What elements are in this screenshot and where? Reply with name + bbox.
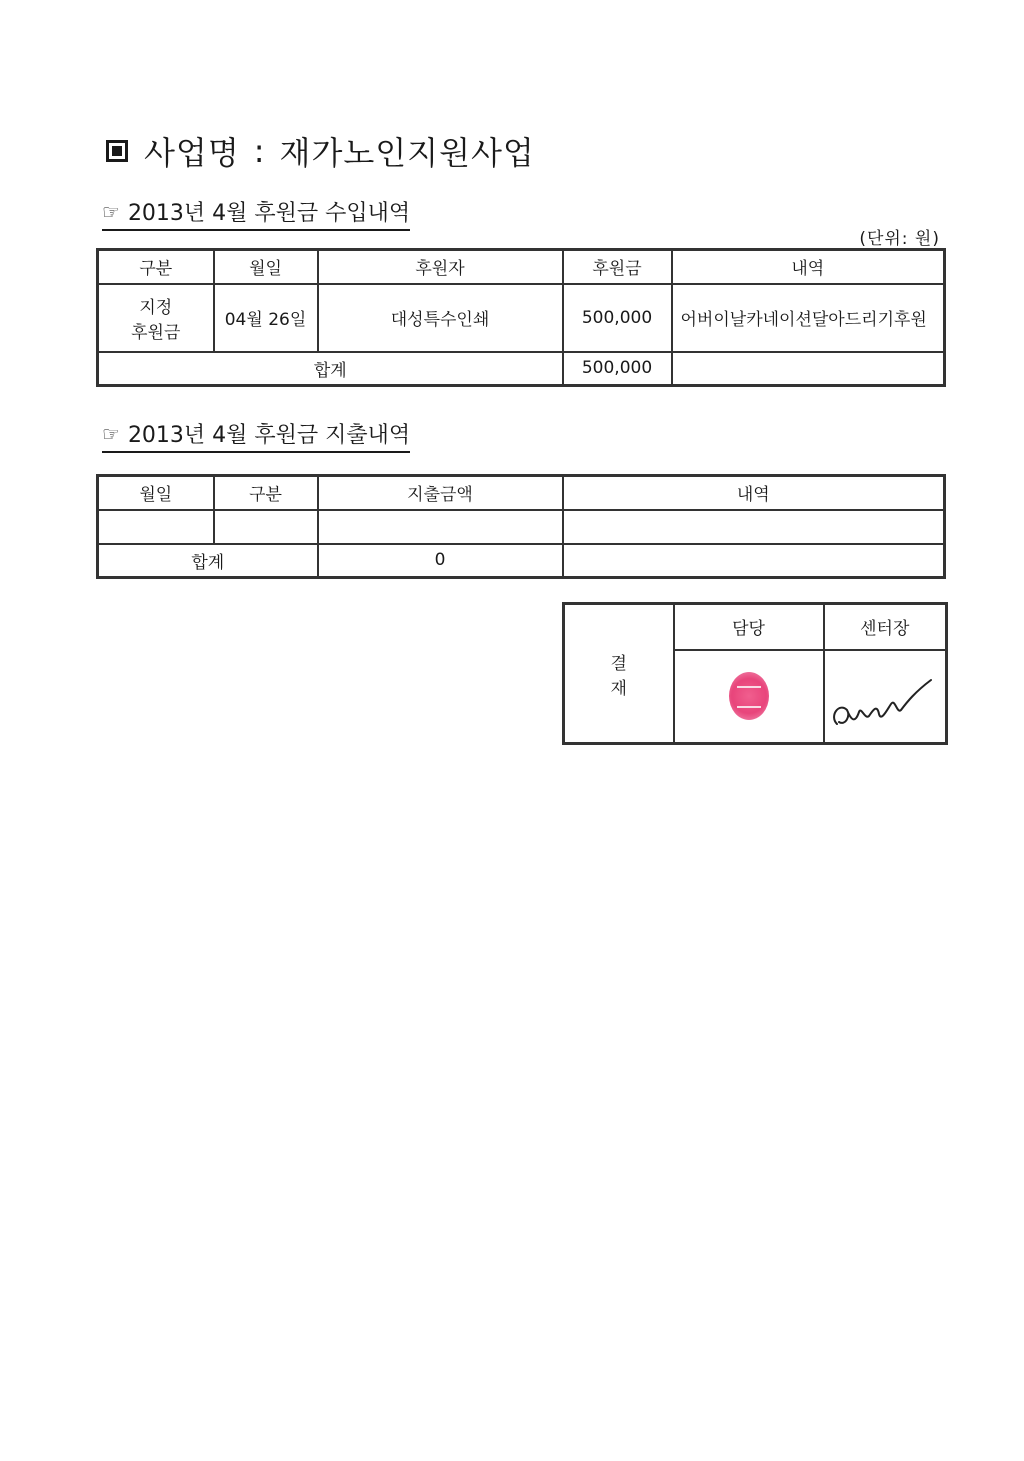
page-title (106, 128, 535, 174)
total-detail-cell (672, 352, 945, 386)
header-cell: 후원자 (318, 250, 563, 284)
total-row (98, 352, 945, 386)
approval-col-staff: 담당 (674, 604, 824, 650)
director-signature-cell (824, 650, 947, 744)
header-cell: 내역 (563, 476, 945, 510)
amount-cell: 500,000 (563, 284, 672, 352)
total-detail-cell (563, 544, 945, 578)
expense-heading-text: 2013년 4월 후원금 지출내역 (127, 423, 411, 448)
approval-label (564, 604, 674, 744)
approval-label-line2: 재 (610, 678, 627, 699)
income-heading-text: 2013년 4월 후원금 수입내역 (127, 201, 411, 226)
project-name: 재가노인지원사업 (279, 134, 535, 172)
income-heading (102, 196, 410, 231)
total-label: 합계 (98, 352, 563, 386)
seal-stamp-icon (729, 672, 769, 720)
total-amount: 500,000 (563, 352, 672, 386)
pointing-hand-icon: ☞ (102, 421, 120, 446)
header-cell: 후원금 (563, 250, 672, 284)
title-separator: : (253, 132, 266, 170)
category-cell (98, 284, 214, 352)
header-cell: 구분 (98, 250, 214, 284)
donor-cell: 대성특수인쇄 (318, 284, 563, 352)
empty-cell (98, 510, 214, 544)
table-row (98, 510, 945, 544)
empty-cell (563, 510, 945, 544)
total-amount: 0 (318, 544, 563, 578)
header-cell: 월일 (98, 476, 214, 510)
income-table (96, 248, 946, 387)
table-header-row (98, 476, 945, 510)
header-cell: 지출금액 (318, 476, 563, 510)
empty-cell (214, 510, 318, 544)
date-cell: 04월 26일 (214, 284, 318, 352)
category-line1: 지정 (139, 297, 173, 318)
table-row (98, 284, 945, 352)
approval-table (562, 602, 948, 745)
approval-label-line1: 결 (610, 653, 627, 674)
pointing-hand-icon: ☞ (102, 199, 120, 224)
total-row (98, 544, 945, 578)
staff-stamp-cell (674, 650, 824, 744)
detail-cell: 어버이날카네이션달아드리기후원 (672, 284, 945, 352)
signature-icon (825, 654, 945, 734)
header-cell: 구분 (214, 476, 318, 510)
empty-cell (318, 510, 563, 544)
table-header-row (98, 250, 945, 284)
total-label: 합계 (98, 544, 318, 578)
unit-label: (단위: 원) (859, 229, 940, 249)
header-cell: 내역 (672, 250, 945, 284)
title-label: 사업명 (144, 134, 240, 172)
category-line2: 후원금 (131, 322, 181, 343)
approval-header-row (564, 604, 947, 650)
approval-col-director: 센터장 (824, 604, 947, 650)
expense-heading (102, 418, 410, 453)
header-cell: 월일 (214, 250, 318, 284)
expense-table (96, 474, 946, 579)
square-bullet-icon (106, 140, 128, 162)
